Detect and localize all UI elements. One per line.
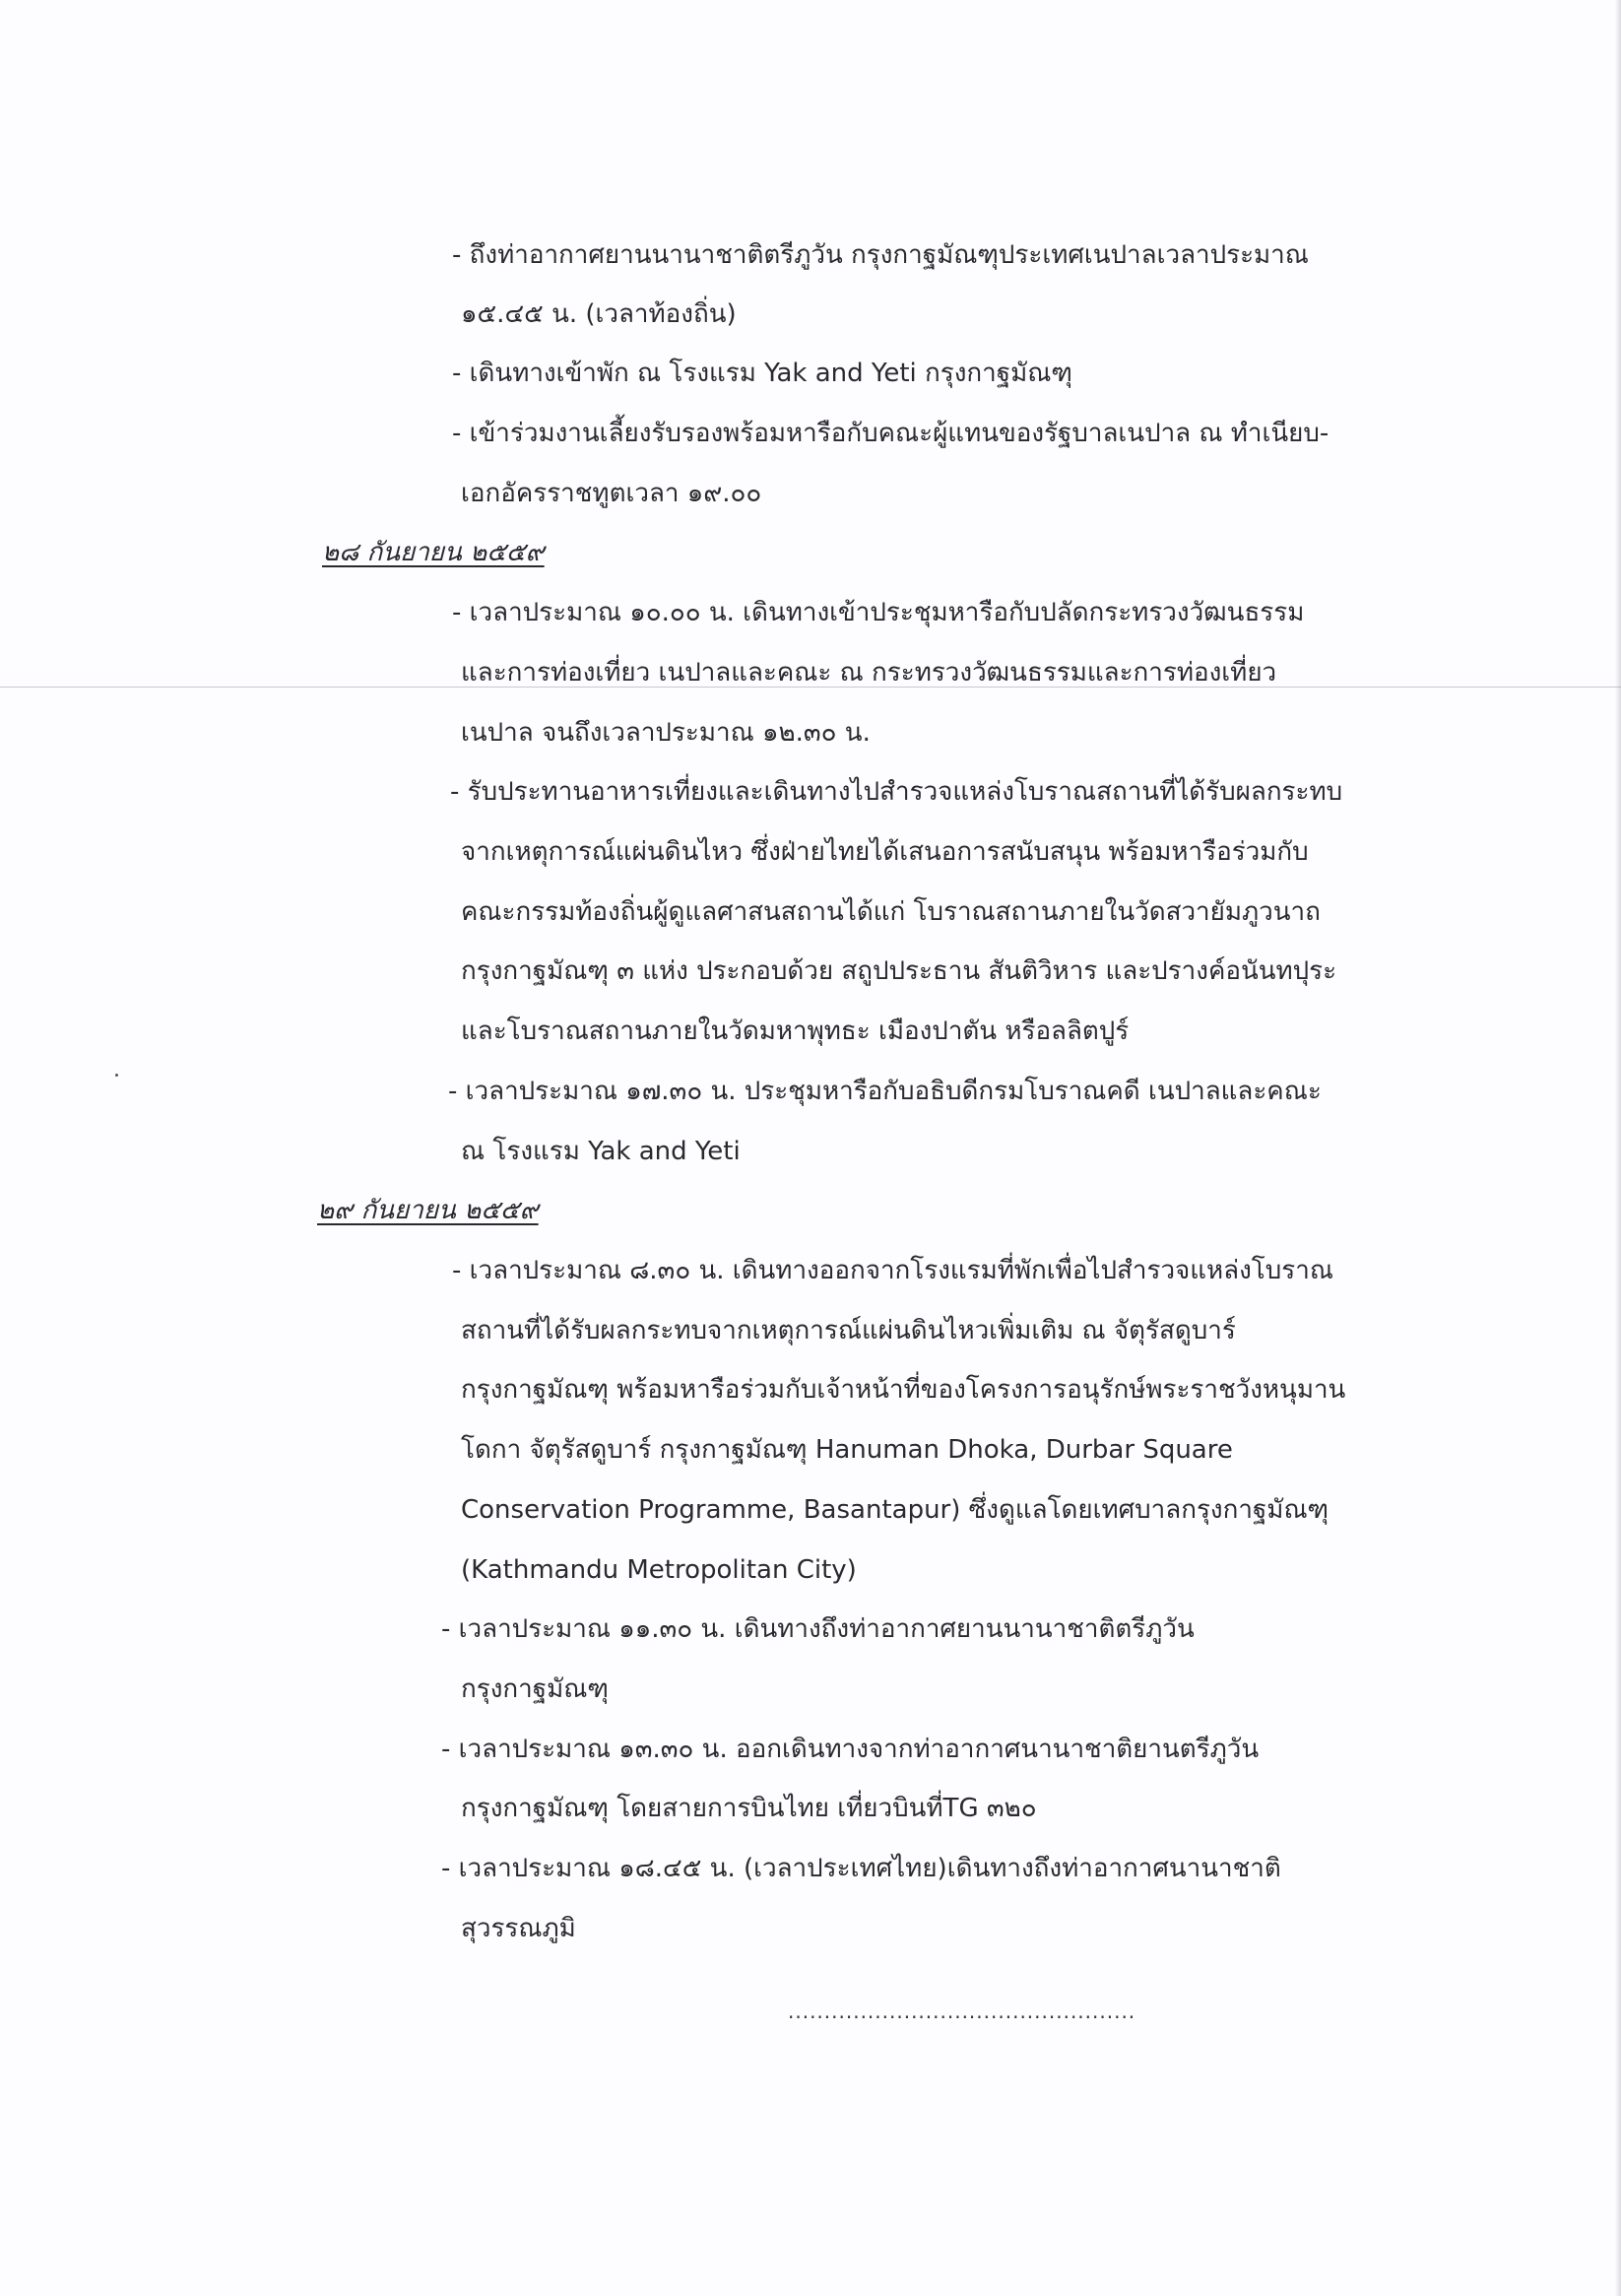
intro-line: ๑๕.๔๕ น. (เวลาท้องถิ่น) [461, 299, 737, 329]
itinerary-line: และโบราณสถานภายในวัดมหาพุทธะ เมืองปาตัน หรือลลิตปูร์ [461, 1017, 1130, 1046]
itinerary-line: Conservation Programme, Basantapur) ซึ่งดูแลโดยเทศบาลกรุงกาฐมัณฑุ [461, 1495, 1329, 1525]
itinerary-line: - รับประทานอาหารเที่ยงและเดินทางไปสำรวจแหล่งโบราณสถานที่ได้รับผลกระทบ [450, 777, 1343, 807]
itinerary-line: - เวลาประมาณ ๑๐.๐๐ น. เดินทางเข้าประชุมหารือกับปลัดกระทรวงวัฒนธรรม [452, 598, 1305, 627]
date-heading-28: ๒๘ กันยายน ๒๕๕๙ [322, 538, 545, 567]
itinerary-line: โดกา จัตุรัสดูบาร์ กรุงกาฐมัณฑุ Hanuman Dhoka, Durbar Square [461, 1435, 1233, 1465]
intro-line: - เข้าร่วมงานเลี้ยงรับรองพร้อมหารือกับคณะผู้แทนของรัฐบาลเนปาล ณ ทำเนียบ- [452, 419, 1329, 448]
page-edge-shadow [1615, 0, 1621, 2296]
itinerary-line: คณะกรรมท้องถิ่นผู้ดูแลศาสนสถานได้แก่ โบราณสถานภายในวัดสวายัมภูวนาถ [461, 897, 1321, 927]
itinerary-line: - เวลาประมาณ ๑๓.๓๐ น. ออกเดินทางจากท่าอากาศนานาชาติยานตรีภูวัน [441, 1735, 1260, 1764]
itinerary-line: กรุงกาฐมัณฑุ พร้อมหารือร่วมกับเจ้าหน้าที่ของโครงการอนุรักษ์พระราชวังหนุมาน [461, 1375, 1346, 1405]
itinerary-line: (Kathmandu Metropolitan City) [461, 1555, 857, 1585]
itinerary-line: และการท่องเที่ยว เนปาลและคณะ ณ กระทรวงวัฒนธรรมและการท่องเที่ยว [461, 658, 1277, 688]
itinerary-line: จากเหตุการณ์แผ่นดินไหว ซึ่งฝ่ายไทยได้เสนอการสนับสนุน พร้อมหารือร่วมกับ [461, 837, 1309, 867]
date-heading-29: ๒๙ กันยายน ๒๕๕๙ [317, 1196, 539, 1225]
itinerary-line: สถานที่ได้รับผลกระทบจากเหตุการณ์แผ่นดินไหวเพิ่มเติม ณ จัตุรัสดูบาร์ [461, 1316, 1236, 1345]
itinerary-line: สุวรรณภูมิ [461, 1914, 576, 1943]
itinerary-line: กรุงกาฐมัณฑุ ๓ แห่ง ประกอบด้วย สถูปประธาน สันติวิหาร และปรางค์อนันทปุระ [461, 956, 1337, 986]
scan-speck [115, 1074, 118, 1077]
intro-line: - ถึงท่าอากาศยานนานาชาติตรีภูวัน กรุงกาฐมัณฑุประเทศเนปาลเวลาประมาณ [452, 240, 1309, 270]
closing-dotted-line: ................................................ [788, 2000, 1136, 2023]
itinerary-line: ณ โรงแรม Yak and Yeti [461, 1137, 741, 1166]
itinerary-line: เนปาล จนถึงเวลาประมาณ ๑๒.๓๐ น. [461, 718, 871, 748]
itinerary-line: - เวลาประมาณ ๘.๓๐ น. เดินทางออกจากโรงแรมที่พักเพื่อไปสำรวจแหล่งโบราณ [452, 1256, 1333, 1285]
intro-line: เอกอัครราชทูตเวลา ๑๙.๐๐ [461, 479, 762, 508]
intro-line: - เดินทางเข้าพัก ณ โรงแรม Yak and Yeti กรุงกาฐมัณฑุ [452, 359, 1072, 388]
itinerary-line: - เวลาประมาณ ๑๗.๓๐ น. ประชุมหารือกับอธิบดีกรมโบราณคดี เนปาลและคณะ [448, 1077, 1322, 1106]
itinerary-line: - เวลาประมาณ ๑๘.๔๕ น. (เวลาประเทศไทย)เดินทางถึงท่าอากาศนานาชาติ [441, 1854, 1281, 1883]
itinerary-line: กรุงกาฐมัณฑุ โดยสายการบินไทย เที่ยวบินที่TG ๓๒๐ [461, 1794, 1037, 1823]
itinerary-line: กรุงกาฐมัณฑุ [461, 1674, 609, 1704]
itinerary-line: - เวลาประมาณ ๑๑.๓๐ น. เดินทางถึงท่าอากาศยานนานาชาติตรีภูวัน [441, 1614, 1195, 1644]
